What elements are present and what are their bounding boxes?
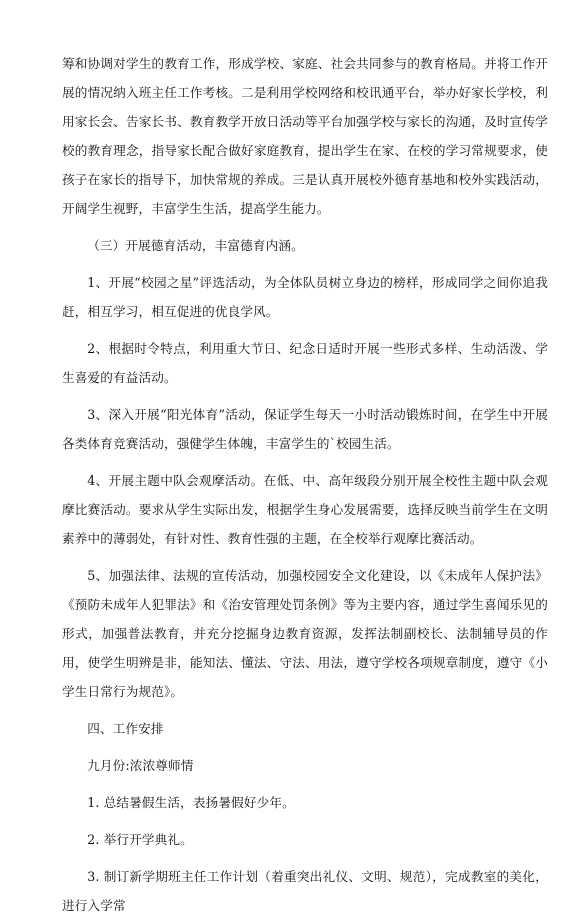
list-item-campus-star: 1、开展“校园之星”评选活动，为全体队员树立身边的榜样，形成同学之间你追我赶，相互学习，相互促进的优良学风。 <box>62 275 548 319</box>
list-item-team-meeting: 4、开展主题中队会观摩活动。在低、中、高年级段分别开展全校性主题中队会观摩比赛活动。要求从学生实际出发，根据学生身心发展需要，选择反映当前学生在文明素养中的薄弱处，有针对性、教育性强的主题，在全校举行观摩比赛活动。 <box>62 473 548 546</box>
paragraph-gap <box>62 817 548 825</box>
section-heading-moral-activities: （三）开展德育活动，丰富德育内涵。 <box>87 238 304 253</box>
section-heading-work-schedule: 四、工作安排 <box>87 721 164 736</box>
list-item-opening-ceremony: 2. 举行开学典礼。 <box>87 832 193 847</box>
paragraph-gap <box>62 854 548 862</box>
paragraph-gap <box>62 780 548 788</box>
paragraph-gap <box>62 743 548 751</box>
paragraph-gap <box>62 458 548 466</box>
paragraph-gap <box>62 260 548 268</box>
list-item-sunshine-sports: 3、深入开展“阳光体育”活动，保证学生每天一小时活动锻炼时间，在学生中开展各类体育竞赛活动，强健学生体魄，丰富学生的`校园生活。 <box>62 407 548 451</box>
paragraph-gap <box>62 392 548 400</box>
paragraph-home-school-cooperation: 筹和协调对学生的教育工作，形成学校、家庭、社会共同参与的教育格局。并将工作开展的情况纳入班主任工作考核。二是利用学校网络和校讯通平台，举办好家长学校，利用家长会、告家长书、教育教学开放日活动等平台加强学校与家长的沟通，及时宣传学校的教育理念，指导家长配合做好家庭教育，提出学生在家、在校的学习常规要求，使孩子在家长的指导下，加快常规的养成。三是认真开展校外德育基地和校外实践活动，开阔学生视野，丰富学生生活，提高学生能力。 <box>62 56 548 216</box>
list-item-legal-education: 5、加强法律、法规的宣传活动，加强校园安全文化建设，以《未成年人保护法》《预防未成年人犯罪法》和《治安管理处罚条例》等为主要内容，通过学生喜闻乐见的形式，加强普法教育，并充分挖掘身边教育资源，发挥法制副校长、法制辅导员的作用，使学生明辨是非，能知法、懂法、守法、用法，遵守学校各项规章制度，遵守《小学生日常行为规范》。 <box>62 568 548 699</box>
month-heading-september: 九月份:浓浓尊师情 <box>87 758 194 773</box>
paragraph-gap <box>62 326 548 334</box>
paragraph-gap <box>62 553 548 561</box>
paragraph-gap <box>62 223 548 231</box>
list-item-summer-summary: 1. 总结暑假生活，表扬暑假好少年。 <box>87 795 295 810</box>
list-item-teacher-plan: 3. 制订新学期班主任工作计划（着重突出礼仪、文明、规范），完成教室的美化，进行入学常 <box>62 869 548 913</box>
list-item-festival-activities: 2、根据时令特点，利用重大节日、纪念日适时开展一些形式多样、生动活泼、学生喜爱的有益活动。 <box>62 341 548 385</box>
paragraph-gap <box>62 706 548 714</box>
